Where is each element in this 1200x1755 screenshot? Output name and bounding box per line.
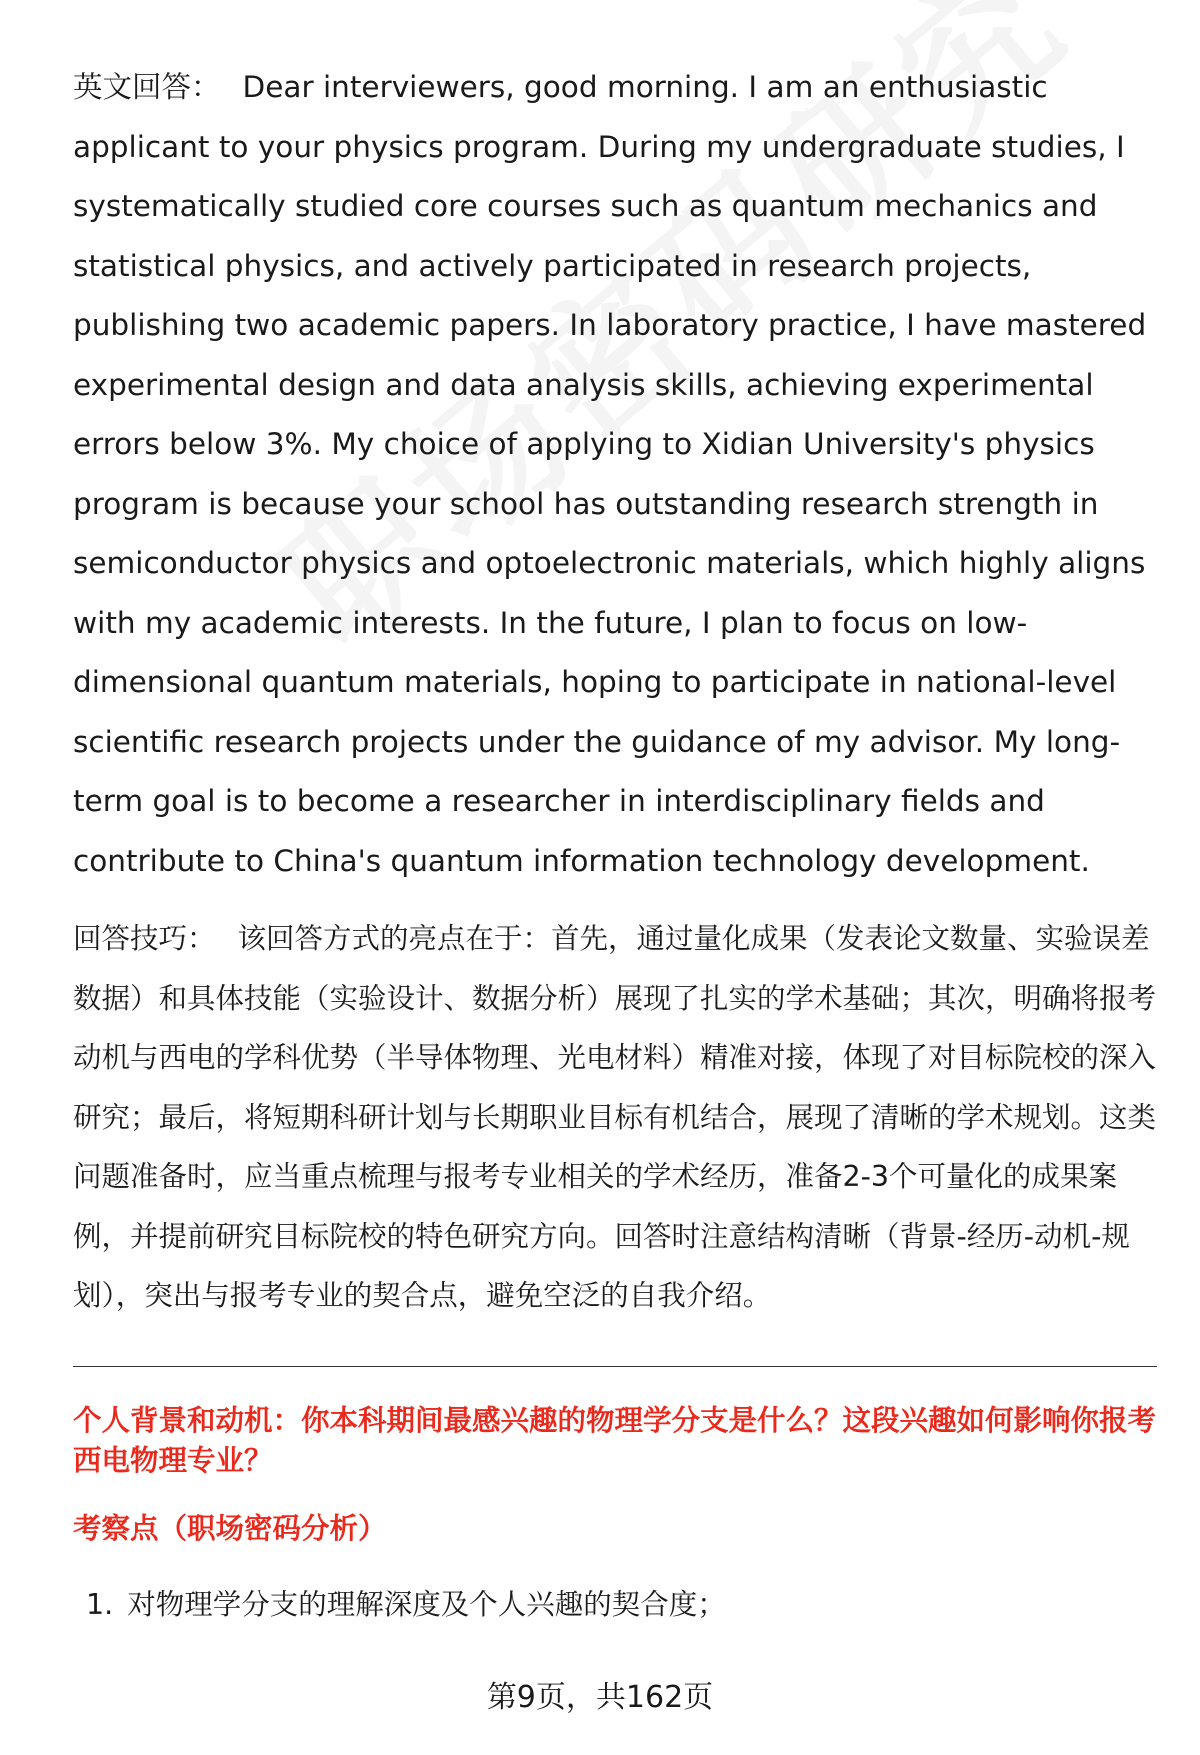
list-item-text: 对物理学分支的理解深度及个人兴趣的契合度； [127,1587,726,1621]
document-body [73,58,1159,1625]
english-answer-text: Dear interviewers, good morning. I am an enthusiastic applicant to your physics program. During my undergraduate studies, I systematically studied core courses such as quantum mechanics and statistical physics, and actively participated in research projects, publishing two academic papers. In laboratory practice, I have mastered experimental design and data analysis skills, achieving experimental errors below 3%. My choice of applying to Xidian University's physics program is because your school has outstanding research strength in semiconductor physics and optoelectronic materials, which highly aligns with my academic interests. In the future, I plan to focus on low-dimensional quantum materials, hoping to participate in national-level scientific research projects under the guidance of my advisor. My long-term goal is to become a researcher in interdisciplinary fields and contribute to China's quantum information technology development. [73,70,1147,878]
section-divider [73,1366,1157,1367]
assessment-points-list [73,1585,1159,1625]
answer-tip-paragraph [73,909,1159,1326]
answer-tip-text: 该回答方式的亮点在于：首先，通过量化成果（发表论文数量、实验误差数据）和具体技能（实验设计、数据分析）展现了扎实的学术基础；其次，明确将报考动机与西电的学科优势（半导体物理、光电材料）精准对接，体现了对目标院校的深入研究；最后，将短期科研计划与长期职业目标有机结合，展现了清晰的学术规划。这类问题准备时，应当重点梳理与报考专业相关的学术经历，准备2-3个可量化的成果案例，并提前研究目标院校的特色研究方向。回答时注意结构清晰（背景-经历-动机-规划），突出与报考专业的契合点，避免空泛的自我介绍。 [73,922,1157,1312]
assessment-points-heading: 考察点（职场密码分析） [73,1511,387,1545]
question-heading: 个人背景和动机：你本科期间最感兴趣的物理学分支是什么？这段兴趣如何影响你报考西电物理专业？ [73,1403,1157,1477]
english-answer-paragraph [73,58,1159,891]
answer-tip-label: 回答技巧： [73,922,216,955]
list-item-number: 1. [86,1587,114,1621]
english-answer-label: 英文回答： [73,70,221,104]
list-item [73,1585,1159,1625]
page-number-footer: 第9页，共162页 [486,1680,714,1715]
